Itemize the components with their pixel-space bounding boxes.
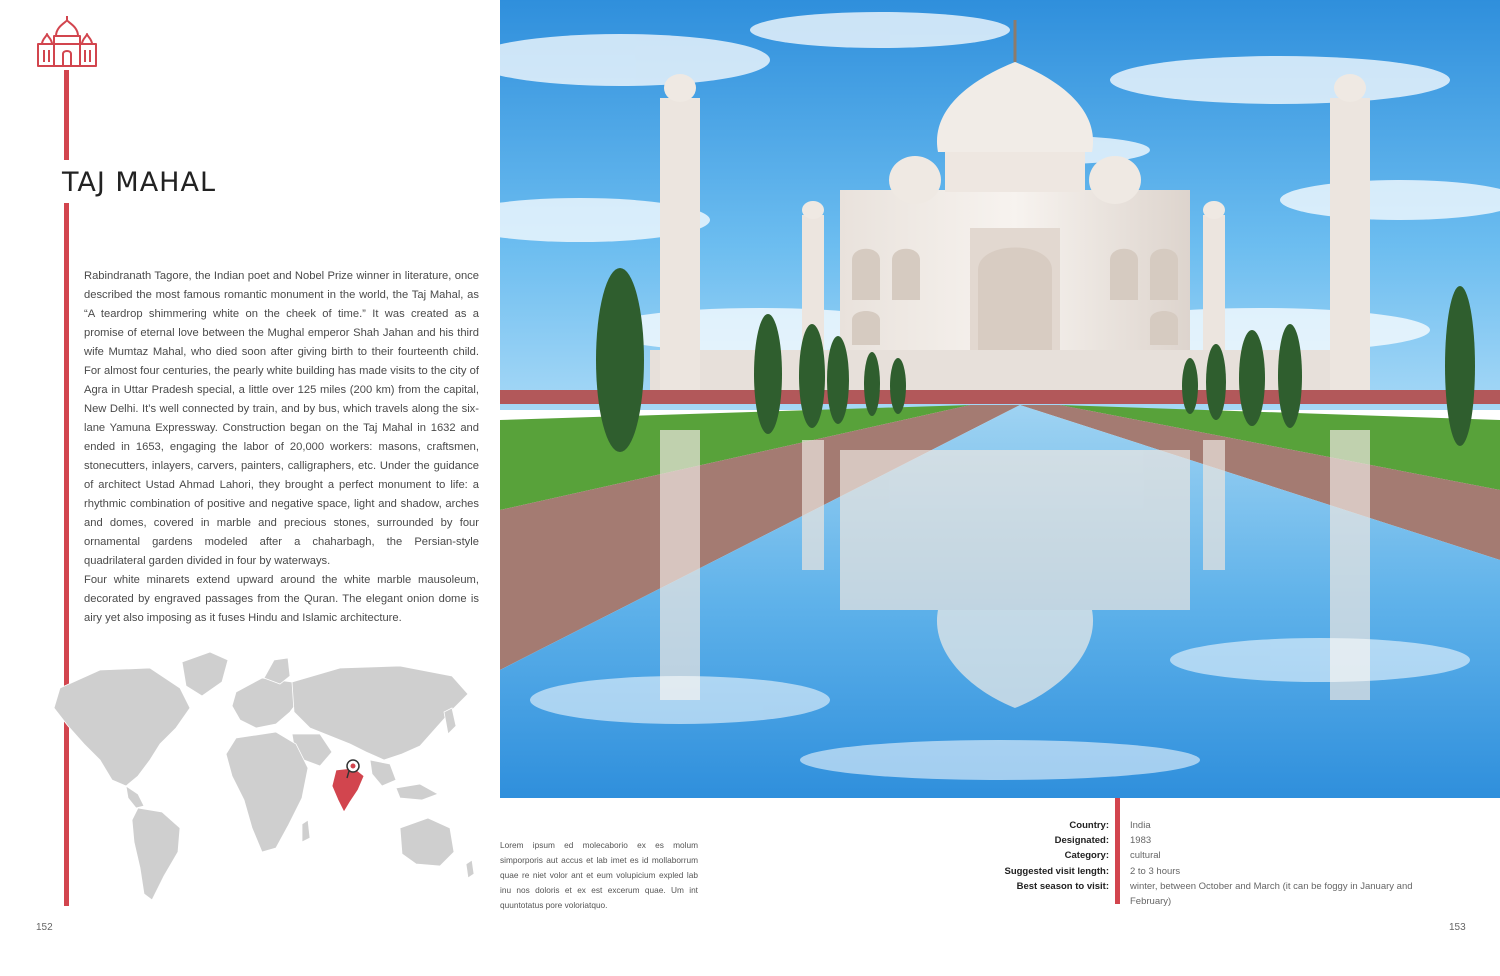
fact-label-designated: Designated: — [1054, 835, 1109, 847]
fact-value-designated: 1983 — [1130, 835, 1152, 847]
fact-value-category: cultural — [1130, 850, 1161, 862]
taj-mahal-photo — [500, 0, 1500, 798]
accent-bar-top — [64, 70, 69, 160]
page-number-left: 152 — [36, 922, 53, 933]
fact-value-visit-length: 2 to 3 hours — [1130, 865, 1181, 877]
left-page — [0, 0, 500, 976]
facts-values — [1130, 818, 1430, 909]
facts-accent-bar — [1115, 798, 1120, 904]
photo-caption: Lorem ipsum ed molecaborio ex es molum simporporis aut accus et lab imet es id mollaborrum quae re niet volor ant et eum volupicium expled lab inu nos doloris et ex est excerum quae. Um int quuntotatus pore voloriatquo. — [500, 840, 698, 910]
facts-labels — [960, 818, 1109, 894]
world-map — [40, 648, 480, 913]
palace-domes-icon — [34, 14, 100, 70]
paragraph-2: Four white minarets extend upward around the white marble mausoleum, decorated by engraved passages from the Quran. The elegant onion dome is airy yet also imposing as it fuses Hindu and Islamic architecture. — [84, 574, 479, 624]
page-number-right: 153 — [1449, 922, 1466, 933]
page-title: TAJ MAHAL — [62, 167, 216, 198]
body-text — [84, 267, 479, 628]
paragraph-1: Rabindranath Tagore, the Indian poet and Nobel Prize winner in literature, once described the most famous romantic monument in the world, the Taj Mahal, as “A teardrop shimmering white on the cheek of time.” It was created as a promise of eternal love between the Mughal emperor Shah Jahan and his third wife Mumtaz Mahal, who died soon after giving birth to their fourteenth child. For almost four centuries, the pearly white building has made visits to the city of Agra in Uttar Pradesh special, a little over 125 miles (200 km) from the capital, New Delhi. It’s well connected by train, and by bus, which travels along the six-lane Yamuna Expressway. Construction began on the Taj Mahal in 1632 and ended in 1653, engaging the labor of 20,000 workers: masons, craftsmen, stonecutters, inlayers, carvers, painters, calligraphers, etc. Under the guidance of architect Ustad Ahmad Lahori, they brought a perfect monument to life: a rhythmic combination of positive and negative space, light and shadow, arches and domes, covered in marble and precious stones, surrounded by four ornamental gardens modeled after a chaharbagh, the Persian-style quadrilateral garden divided in four by waterways. — [84, 270, 479, 567]
fact-label-country: Country: — [1069, 820, 1109, 831]
fact-label-visit-length: Suggested visit length: — [1004, 865, 1109, 877]
fact-label-category: Category: — [1064, 850, 1109, 862]
fact-label-best-season: Best season to visit: — [1016, 880, 1109, 892]
fact-value-best-season: winter, between October and March (it can be foggy in January and February) — [1130, 880, 1413, 908]
fact-value-country: India — [1130, 820, 1151, 831]
